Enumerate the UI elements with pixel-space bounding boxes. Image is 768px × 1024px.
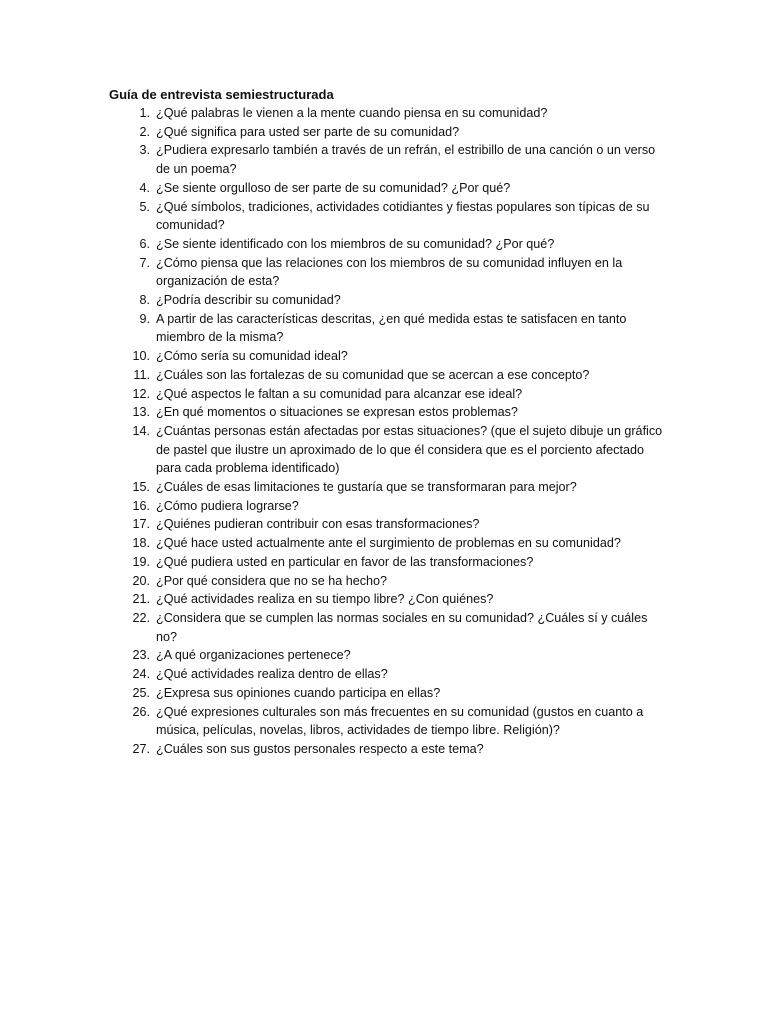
list-item [109, 403, 669, 422]
list-item [109, 515, 669, 534]
question-number: 6. [139, 236, 150, 251]
question-text: ¿Expresa sus opiniones cuando participa en ellas? [156, 685, 441, 700]
question-text: ¿Qué actividades realiza dentro de ellas? [156, 667, 388, 682]
list-item [109, 497, 669, 516]
question-text: A partir de las características descritas, ¿en qué medida estas te satisfacen en tanto miembro de la misma? [156, 311, 627, 345]
question-text: ¿Cuáles son sus gustos personales respecto a este tema? [156, 741, 484, 756]
question-number: 20. [132, 573, 150, 588]
list-item [109, 254, 669, 291]
list-item [109, 553, 669, 572]
question-number: 24. [132, 667, 150, 682]
question-text: ¿Cómo piensa que las relaciones con los miembros de su comunidad influyen en la organización de esta? [156, 255, 623, 289]
question-number: 23. [132, 648, 150, 663]
question-text: ¿Por qué considera que no se ha hecho? [156, 573, 388, 588]
question-number: 9. [139, 311, 150, 326]
list-item [109, 179, 669, 198]
list-item [109, 609, 669, 646]
question-text: ¿Cuáles de esas limitaciones te gustaría que se transformaran para mejor? [156, 480, 577, 495]
question-text: ¿Cuántas personas están afectadas por estas situaciones? (que el sujeto dibuje un gráfico de pastel que ilustre un aproximado de lo que él considera que es el porciento afectado para cada problema identificado) [156, 423, 663, 476]
question-text: ¿Se siente orgulloso de ser parte de su comunidad? ¿Por qué? [156, 180, 511, 195]
question-number: 15. [132, 480, 150, 495]
question-list [109, 104, 669, 759]
question-text: ¿A qué organizaciones pertenece? [156, 648, 351, 663]
list-item [109, 198, 669, 235]
question-number: 17. [132, 517, 150, 532]
question-text: ¿Qué aspectos le faltan a su comunidad para alcanzar ese ideal? [156, 386, 523, 401]
question-text: ¿Qué símbolos, tradiciones, actividades cotidiantes y fiestas populares son típicas de su comunidad? [156, 199, 650, 233]
list-item [109, 534, 669, 553]
question-number: 10. [132, 349, 150, 364]
question-number: 11. [133, 367, 150, 382]
question-number: 16. [132, 498, 150, 513]
list-item [109, 590, 669, 609]
document-page [109, 85, 669, 759]
question-text: ¿En qué momentos o situaciones se expresan estos problemas? [156, 405, 518, 420]
list-item [109, 572, 669, 591]
question-text: ¿Cómo pudiera lograrse? [156, 498, 299, 513]
list-item [109, 665, 669, 684]
question-number: 19. [132, 554, 150, 569]
list-item [109, 703, 669, 740]
question-text: ¿Qué actividades realiza en su tiempo libre? ¿Con quiénes? [156, 592, 494, 607]
question-number: 27. [132, 741, 150, 756]
list-item [109, 478, 669, 497]
list-item [109, 123, 669, 142]
question-number: 25. [132, 685, 150, 700]
question-text: ¿Qué expresiones culturales son más frecuentes en su comunidad (gustos en cuanto a música, películas, novelas, libros, actividades de tiempo libre. Religión)? [156, 704, 644, 738]
list-item [109, 646, 669, 665]
list-item [109, 235, 669, 254]
question-number: 14. [132, 423, 150, 438]
question-number: 3. [139, 143, 150, 158]
list-item [109, 684, 669, 703]
question-number: 5. [139, 199, 150, 214]
list-item [109, 291, 669, 310]
question-text: ¿Qué pudiera usted en particular en favor de las transformaciones? [156, 554, 534, 569]
list-item [109, 347, 669, 366]
question-text: ¿Quiénes pudieran contribuir con esas transformaciones? [156, 517, 480, 532]
question-text: ¿Cómo sería su comunidad ideal? [156, 349, 348, 364]
list-item [109, 740, 669, 759]
list-item [109, 104, 669, 123]
question-number: 22. [132, 610, 150, 625]
list-item [109, 141, 669, 178]
question-number: 13. [132, 405, 150, 420]
question-number: 7. [139, 255, 150, 270]
list-item [109, 385, 669, 404]
question-number: 26. [132, 704, 150, 719]
question-text: ¿Podría describir su comunidad? [156, 293, 341, 308]
list-item [109, 422, 669, 478]
question-text: ¿Pudiera expresarlo también a través de un refrán, el estribillo de una canción o un verso de un poema? [156, 143, 656, 177]
question-number: 8. [139, 293, 150, 308]
question-number: 1. [139, 106, 150, 120]
list-item [109, 366, 669, 385]
question-text: ¿Se siente identificado con los miembros de su comunidad? ¿Por qué? [156, 236, 555, 251]
question-text: ¿Qué significa para usted ser parte de su comunidad? [156, 124, 460, 139]
question-text: ¿Considera que se cumplen las normas sociales en su comunidad? ¿Cuáles sí y cuáles no? [156, 610, 648, 644]
question-text: ¿Qué hace usted actualmente ante el surgimiento de problemas en su comunidad? [156, 536, 621, 551]
question-number: 2. [139, 124, 150, 139]
question-number: 12. [132, 386, 150, 401]
question-text: ¿Cuáles son las fortalezas de su comunidad que se acercan a ese concepto? [156, 367, 590, 382]
question-number: 21. [132, 592, 150, 607]
question-text: ¿Qué palabras le vienen a la mente cuando piensa en su comunidad? [156, 106, 548, 120]
question-number: 18. [132, 536, 150, 551]
question-number: 4. [139, 180, 150, 195]
list-item [109, 310, 669, 347]
document-title: Guía de entrevista semiestructurada [109, 87, 334, 102]
